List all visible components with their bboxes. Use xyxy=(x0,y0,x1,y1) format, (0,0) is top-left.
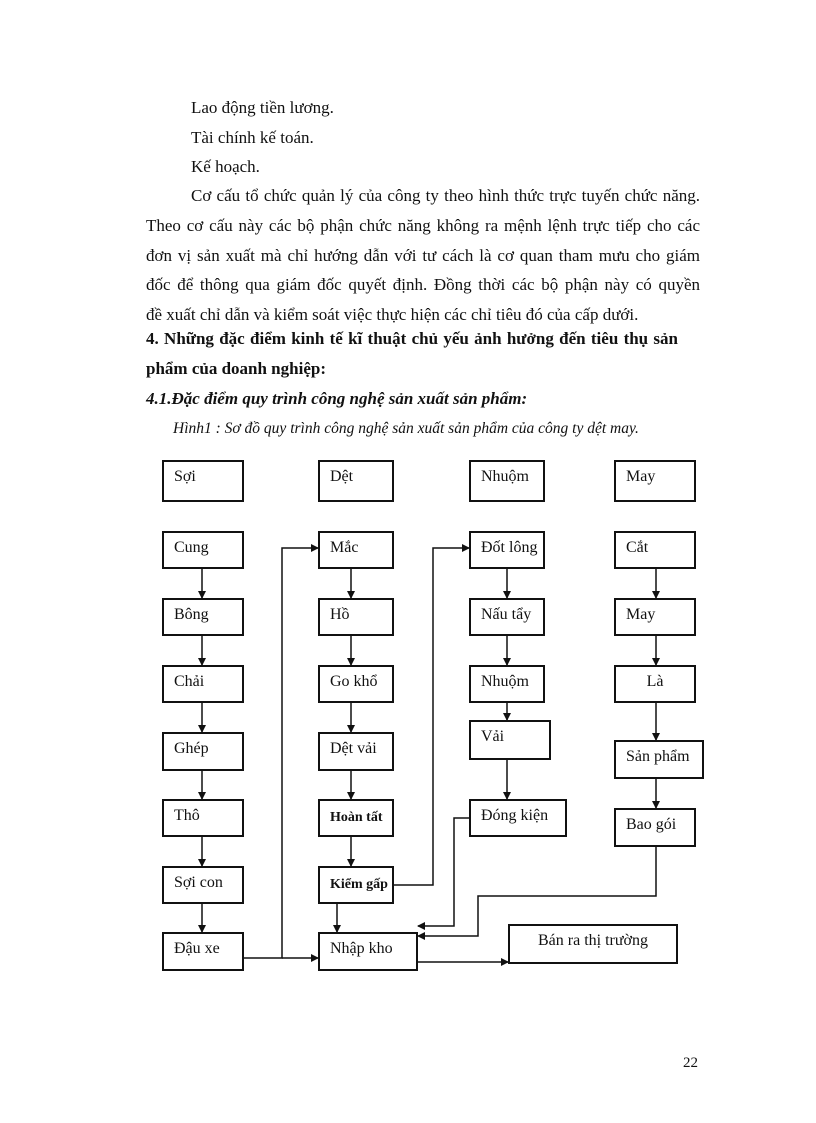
box-may-header: May xyxy=(614,460,696,502)
box-cung: Cung xyxy=(162,531,244,569)
box-san-pham: Sản phẩm xyxy=(614,740,704,779)
box-soi-header: Sợi xyxy=(162,460,244,502)
list-item: Tài chính kế toán. xyxy=(191,128,314,147)
box-det-header: Dệt xyxy=(318,460,394,502)
box-may: May xyxy=(614,598,696,636)
box-ban-ra-thi-truong: Bán ra thị trường xyxy=(508,924,678,964)
paragraph-line: đốc để thông qua giám đốc quyết định. Đồng thời các bộ phận này có quyền xyxy=(146,275,700,294)
box-dong-kien: Đóng kiện xyxy=(469,799,567,837)
box-nhuom-header: Nhuộm xyxy=(469,460,545,502)
box-det-vai: Dệt vải xyxy=(318,732,394,771)
box-dot-long: Đốt lông xyxy=(469,531,545,569)
box-soi-con: Sợi con xyxy=(162,866,244,904)
section-heading: phẩm của doanh nghiệp: xyxy=(146,359,326,378)
box-ghep: Ghép xyxy=(162,732,244,771)
box-dau-xe: Đậu xe xyxy=(162,932,244,971)
figure-caption: Hình1 : Sơ đồ quy trình công nghệ sản xuất sản phẩm của công ty dệt may. xyxy=(173,420,639,437)
list-item: Kế hoạch. xyxy=(191,157,260,176)
box-cat: Cắt xyxy=(614,531,696,569)
box-nau-tay: Nấu tẩy xyxy=(469,598,545,636)
arrow-dauxe-mac xyxy=(242,548,318,958)
box-nhuom: Nhuộm xyxy=(469,665,545,703)
box-hoan-tat: Hoàn tất xyxy=(318,799,394,837)
paragraph-line: đơn vị sản xuất mà chỉ hướng dẫn với tư cách là cơ quan tham mưu cho giám xyxy=(146,246,700,265)
box-vai: Vải xyxy=(469,720,551,760)
paragraph-line: Theo cơ cấu này các bộ phận chức năng không ra mệnh lệnh trực tiếp cho các xyxy=(146,216,700,235)
arrow-kiemgap-dotlong xyxy=(394,548,469,885)
paragraph-line: đề xuất chỉ dẫn và kiểm soát việc thực hiện các chỉ tiêu đó của cấp dưới. xyxy=(146,305,639,324)
box-nhap-kho: Nhập kho xyxy=(318,932,418,971)
box-kiem-gap: Kiểm gấp xyxy=(318,866,394,904)
box-mac: Mắc xyxy=(318,531,394,569)
subsection-heading: 4.1.Đặc điểm quy trình công nghệ sản xuất sản phẩm: xyxy=(146,389,528,408)
box-go-kho: Go khổ xyxy=(318,665,394,703)
box-bong: Bông xyxy=(162,598,244,636)
box-chai: Chải xyxy=(162,665,244,703)
box-ho: Hồ xyxy=(318,598,394,636)
arrow-dongkien-nhapkho xyxy=(418,818,469,926)
box-la: Là xyxy=(614,665,696,703)
paragraph-line: Cơ cấu tổ chức quản lý của công ty theo hình thức trực tuyến chức năng. xyxy=(191,186,700,205)
section-heading: 4. Những đặc điểm kinh tế kĩ thuật chủ yếu ảnh hưởng đến tiêu thụ sản xyxy=(146,329,678,348)
page-number: 22 xyxy=(683,1055,698,1071)
list-item: Lao động tiền lương. xyxy=(191,98,334,117)
box-bao-goi: Bao gói xyxy=(614,808,696,847)
box-tho: Thô xyxy=(162,799,244,837)
